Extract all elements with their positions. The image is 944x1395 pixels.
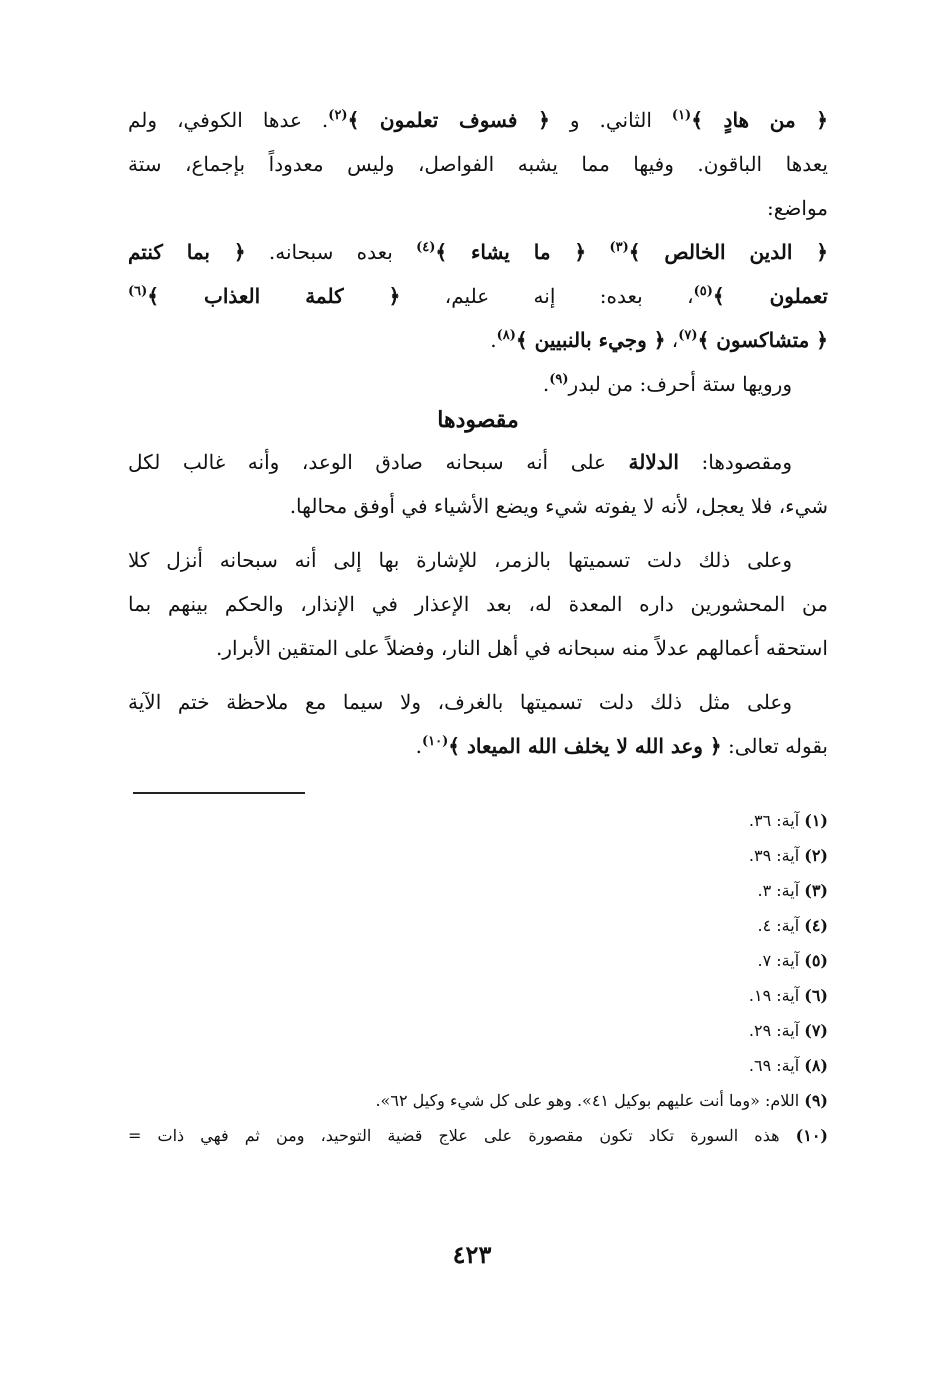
quran-quote: ﴿ وعد الله لا يخلف الله الميعاد ﴾ bbox=[448, 734, 722, 758]
footnote: (٥) آية: ٧. bbox=[757, 951, 828, 970]
footnote-ref: (١) bbox=[671, 108, 692, 123]
text-line: ﴿ من هادٍ ﴾$^{(١)}$ الثاني. و ﴿ فسوف تعلمون ﴾$^{(٢)}$. عدها الكوفي، ولم bbox=[128, 108, 829, 132]
text-line: وعلى ذلك دلت تسميتها بالزمر، للإشارة بها إلى أنه سبحانه أنزل كلا bbox=[128, 548, 792, 572]
footnote: (٦) آية: ١٩. bbox=[748, 986, 828, 1005]
footnote-ref: (٧) bbox=[678, 328, 698, 343]
footnote: (١) آية: ٣٦. bbox=[748, 811, 828, 830]
footnote: (٩) اللام: «وما أنت عليهم بوكيل ٤١». وهو على كل شيء وكيل ٦٢». bbox=[375, 1091, 828, 1110]
quran-quote: ﴿ فسوف تعلمون ﴾ bbox=[347, 108, 550, 132]
quran-quote: تعملون ﴾ bbox=[712, 284, 829, 308]
text-line: بقوله تعالى: ﴿ وعد الله لا يخلف الله الميعاد ﴾$^{(١٠)}$. bbox=[415, 734, 828, 758]
quran-quote: ﴿ ما يشاء ﴾ bbox=[435, 240, 587, 264]
footnote: (١٠) هذه السورة تكاد تكون مقصورة على علاج قضية التوحيد، ومن ثم فهي ذات = bbox=[128, 1126, 828, 1145]
footnote-ref: (٦) bbox=[128, 284, 148, 299]
footnote: (٤) آية: ٤. bbox=[757, 916, 828, 935]
text-line: مواضع: bbox=[767, 196, 828, 220]
quran-quote: ﴿ وجيء بالنبيين ﴾ bbox=[515, 328, 666, 352]
footnote: (٨) آية: ٦٩. bbox=[748, 1056, 828, 1075]
text-line: تعملون ﴾$^{(٥)}$، بعده: إنه عليم، ﴿ كلمة العذاب ﴾$^{(٦)}$ bbox=[128, 284, 829, 308]
page-body bbox=[128, 100, 828, 1156]
footnote-ref: (٤) bbox=[416, 240, 436, 255]
footnote: (٣) آية: ٣. bbox=[757, 881, 828, 900]
text-line: ومقصودها: الدلالة على أنه سبحانه صادق الوعد، وأنه غالب لكل bbox=[128, 450, 792, 474]
text-line: وعلى مثل ذلك دلت تسميتها بالغرف، ولا سيما مع ملاحظة ختم الآية bbox=[128, 690, 792, 714]
footnote: (٢) آية: ٣٩. bbox=[748, 846, 828, 865]
text-line: ورويها ستة أحرف: من لبدر$^{(٩)}$. bbox=[542, 372, 792, 396]
footnotes bbox=[128, 806, 828, 1156]
text-line: من المحشورين داره المعدة له، بعد الإعذار في الإنذار، والحكم بينهم بما bbox=[128, 592, 828, 616]
footnote-ref: (١٠) bbox=[422, 734, 449, 749]
text-line: يعدها الباقون. وفيها مما يشبه الفواصل، وليس معدوداً بإجماع، ستة bbox=[128, 152, 828, 176]
quran-quote: ﴿ كلمة العذاب ﴾ bbox=[147, 284, 401, 308]
quran-quote: ﴿ الدين الخالص ﴾ bbox=[628, 240, 828, 264]
footnote-ref: (٨) bbox=[496, 328, 516, 343]
quran-quote: ﴿ من هادٍ ﴾ bbox=[691, 108, 829, 132]
text-line: ﴿ الدين الخالص ﴾$^{(٣)}$ ﴿ ما يشاء ﴾$^{(٤)}$ بعده سبحانه. ﴿ بما كنتم bbox=[128, 240, 828, 264]
footnote-ref: (٩) bbox=[549, 372, 569, 387]
text-line: شيء، فلا يعجل، لأنه لا يفوته شيء ويضع الأشياء في أوفق محالها. bbox=[289, 494, 828, 518]
quran-quote: ﴿ متشاكسون ﴾ bbox=[697, 328, 828, 352]
text-line: ﴿ متشاكسون ﴾$^{(٧)}$، ﴿ وجيء بالنبيين ﴾$^{(٨)}$. bbox=[490, 328, 828, 352]
footnote-ref: (٥) bbox=[693, 284, 713, 299]
quran-quote: ﴿ بما كنتم bbox=[128, 240, 246, 264]
page-number: ٤٢٣ bbox=[452, 1240, 492, 1269]
footnote-ref: (٣) bbox=[609, 240, 629, 255]
text-line: استحقه أعمالهم عدلاً منه سبحانه في أهل النار، وفضلاً على المتقين الأبرار. bbox=[215, 636, 828, 660]
footnote-ref: (٢) bbox=[328, 108, 348, 123]
footnote: (٧) آية: ٢٩. bbox=[748, 1021, 828, 1040]
footnote-divider bbox=[133, 792, 305, 794]
section-heading: مقصودها bbox=[437, 407, 519, 433]
